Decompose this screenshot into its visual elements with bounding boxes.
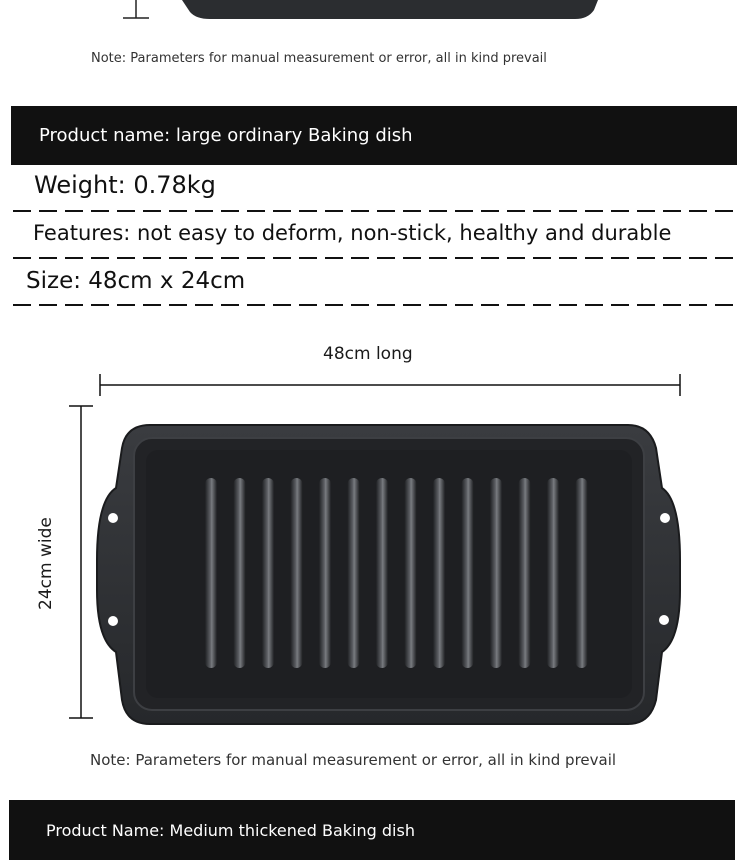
spec-features: Features: not easy to deform, non-stick, healthy and durable (33, 221, 672, 245)
tray-ridge (348, 478, 360, 668)
tray-ridge (234, 478, 246, 668)
tray-hole (108, 513, 118, 523)
tray-ridge (319, 478, 331, 668)
tray-ridge (547, 478, 559, 668)
width-dimension-line (69, 406, 93, 718)
top-tray-edge (182, 0, 598, 19)
tray-ridge (462, 478, 474, 668)
baking-tray-diagram (0, 365, 749, 735)
tray-ridge (376, 478, 388, 668)
length-dimension-line (100, 374, 680, 396)
spec-size: Size: 48cm x 24cm (26, 268, 246, 294)
tray-hole (108, 616, 118, 626)
tray-ridge (405, 478, 417, 668)
dashed-divider (13, 210, 737, 212)
tray-ridge (291, 478, 303, 668)
measurement-note-top: Note: Parameters for manual measurement or error, all in kind prevail (91, 51, 547, 66)
product-name-banner (11, 106, 737, 165)
baking-tray (97, 425, 680, 724)
dashed-divider (13, 257, 737, 259)
spec-weight: Weight: 0.78kg (34, 171, 216, 199)
product-name-banner-2 (9, 800, 735, 860)
tray-ridge (519, 478, 531, 668)
tray-ridge (490, 478, 502, 668)
top-tray-image (0, 0, 749, 30)
dashed-divider (13, 304, 737, 306)
tray-ridge (433, 478, 445, 668)
product-name-text: Product name: large ordinary Baking dish (39, 125, 413, 146)
length-label: 48cm long (323, 344, 413, 364)
product-name-text-2: Product Name: Medium thickened Baking dish (46, 820, 415, 840)
measurement-note-bottom: Note: Parameters for manual measurement or error, all in kind prevail (90, 751, 617, 769)
width-label: 24cm wide (36, 517, 56, 610)
tray-hole (660, 513, 670, 523)
tray-ridge (576, 478, 588, 668)
tray-ridge (262, 478, 274, 668)
tray-hole (659, 615, 669, 625)
tray-ridge (205, 478, 217, 668)
